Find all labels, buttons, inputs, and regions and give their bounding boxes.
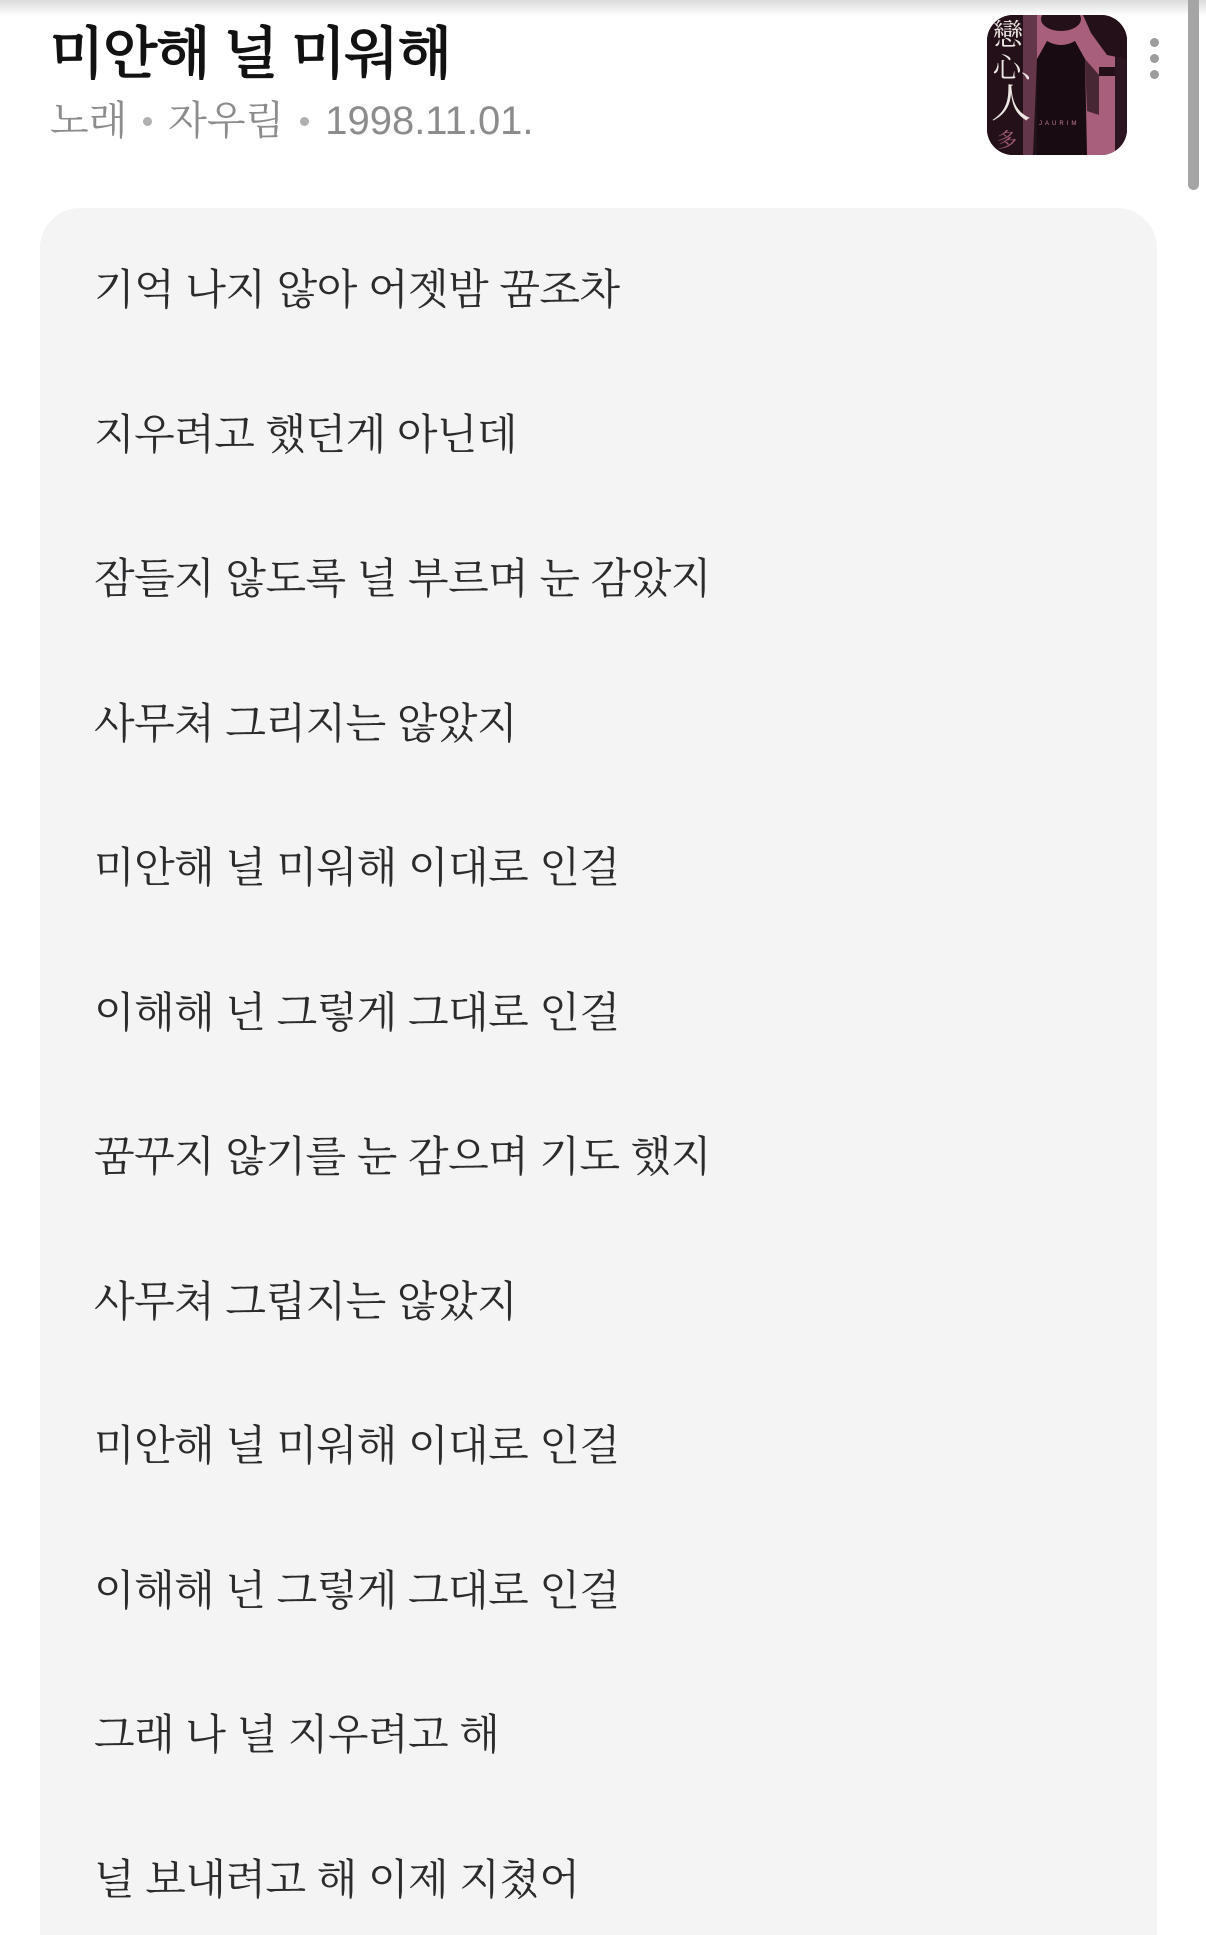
album-glyph-4: 多 bbox=[997, 130, 1017, 152]
album-glyph-1: 戀 bbox=[993, 19, 1023, 52]
artist-link[interactable]: 자우림 bbox=[168, 99, 285, 143]
lyric-line: 그래 나 널 지우려고 해 bbox=[94, 1711, 500, 1758]
scrollbar-thumb[interactable] bbox=[1188, 0, 1199, 190]
lyric-line: 기억 나지 않아 어젯밤 꿈조차 bbox=[94, 266, 620, 313]
lyric-line: 잠들지 않도록 널 부르며 눈 감았지 bbox=[94, 555, 711, 602]
kebab-menu-icon bbox=[1150, 38, 1159, 47]
lyric-line: 이해해 넌 그렇게 그대로 인걸 bbox=[94, 1566, 620, 1614]
song-header bbox=[50, 22, 970, 144]
album-caption: JAURIM bbox=[1039, 121, 1080, 127]
album-art-thumbnail[interactable] bbox=[987, 15, 1127, 155]
lyrics-panel bbox=[40, 208, 1157, 1935]
lyric-line: 사무쳐 그리지는 않았지 bbox=[94, 699, 518, 747]
lyric-line: 지우려고 했던게 아닌데 bbox=[94, 410, 518, 458]
media-type-label: 노래 bbox=[50, 99, 128, 143]
page-title: 미안해 널 미워해 bbox=[50, 22, 451, 85]
lyric-line: 미안해 널 미워해 이대로 인걸 bbox=[94, 844, 620, 891]
album-glyph-3: 人 bbox=[991, 81, 1031, 126]
lyric-line: 널 보내려고 해 이제 지쳤어 bbox=[94, 1855, 580, 1903]
lyric-line: 이해해 넌 그렇게 그대로 인걸 bbox=[94, 988, 620, 1036]
kebab-menu-icon bbox=[1150, 54, 1159, 63]
song-meta bbox=[50, 98, 970, 144]
album-art-image bbox=[987, 15, 1127, 155]
album-glyph-2: 心、 bbox=[993, 53, 1050, 84]
separator-dot-icon bbox=[143, 117, 152, 126]
separator-dot-icon bbox=[300, 117, 309, 126]
kebab-menu-icon bbox=[1150, 70, 1159, 79]
more-options-button[interactable] bbox=[1128, 28, 1180, 88]
top-scroll-shadow bbox=[0, 0, 1206, 16]
release-date: 1998.11.01. bbox=[325, 99, 534, 143]
lyric-line: 꿈꾸지 않기를 눈 감으며 기도 했지 bbox=[94, 1133, 711, 1180]
lyric-line: 미안해 널 미워해 이대로 인걸 bbox=[94, 1422, 620, 1469]
lyric-line: 사무쳐 그립지는 않았지 bbox=[94, 1277, 518, 1325]
